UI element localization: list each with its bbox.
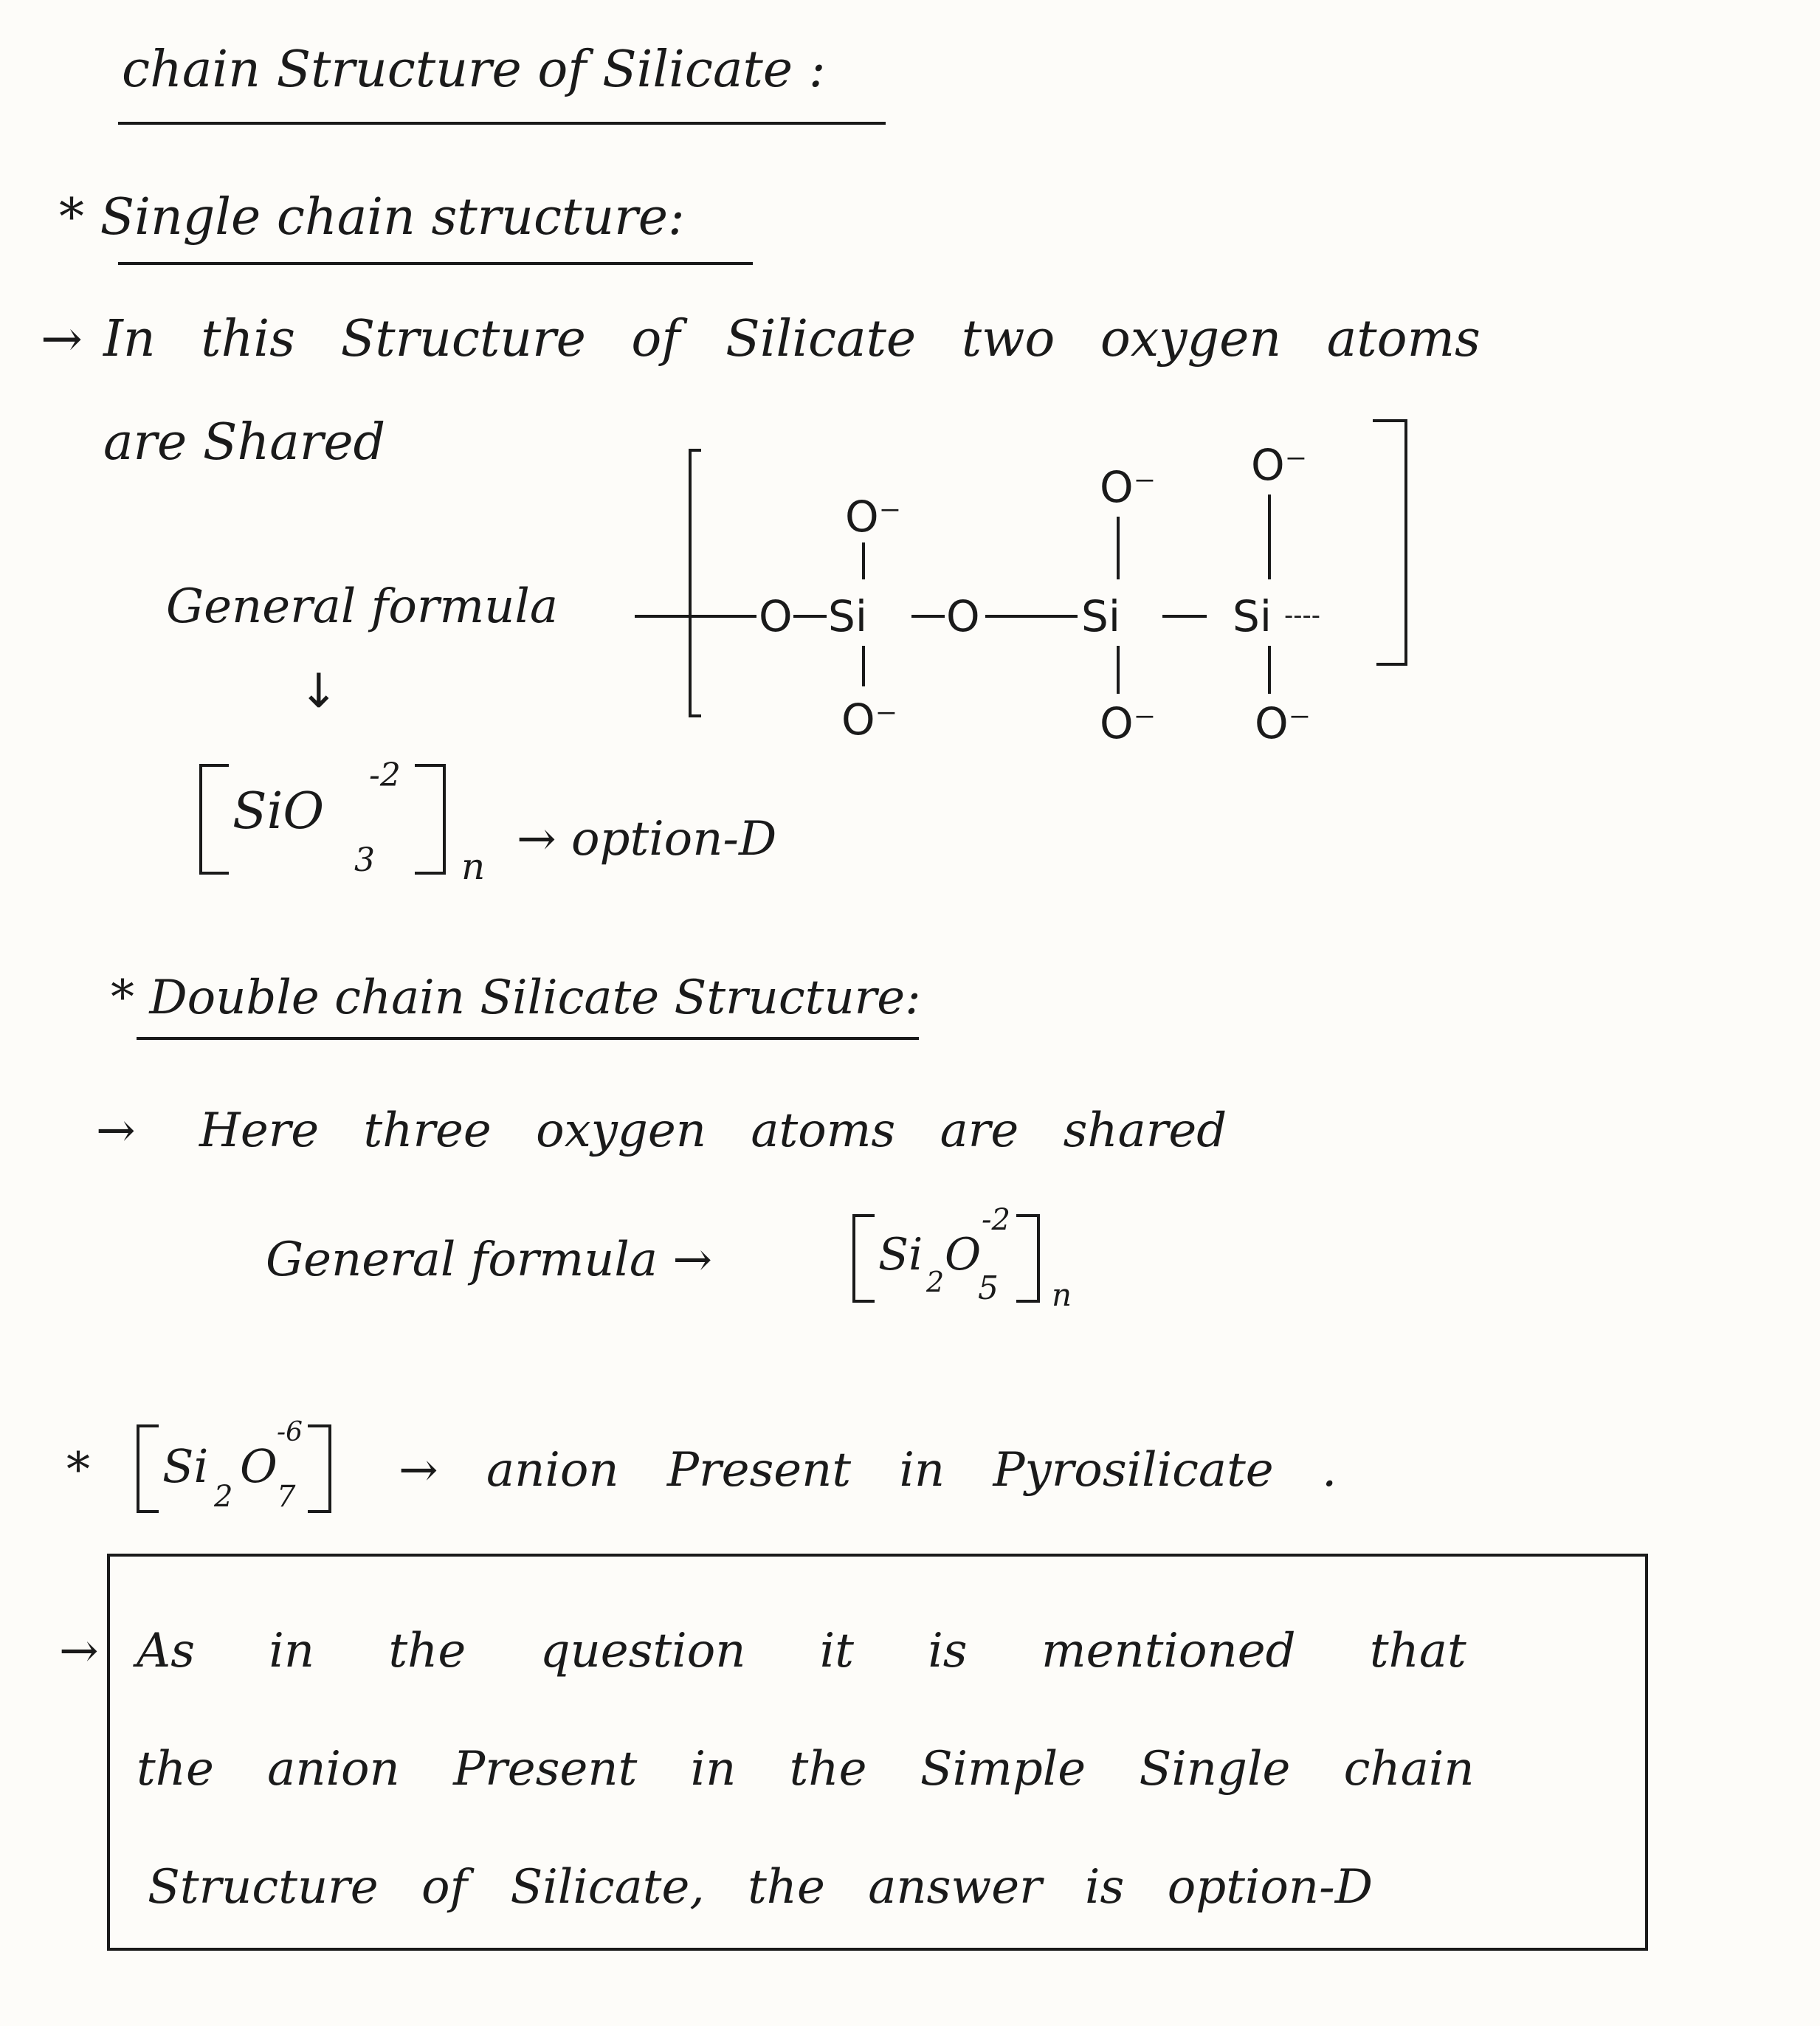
structure-left-bracket: [690, 450, 701, 716]
single-chain-heading-underline: [118, 262, 753, 265]
double-formula-o: O: [945, 1229, 982, 1281]
structure-atom-o-bottom1: O⁻: [841, 695, 898, 745]
structure-atom-o-top1: O⁻: [845, 492, 902, 542]
double-chain-line1-arrow: →: [96, 1103, 136, 1158]
double-chain-line1: Here three oxygen atoms are shared: [199, 1103, 1227, 1158]
single-formula-n: n: [461, 845, 486, 888]
structure-atom-o2: O: [946, 591, 980, 641]
double-general-formula-label: General formula →: [266, 1233, 712, 1287]
single-chain-structure-diagram: [620, 399, 1506, 782]
single-general-formula-label: General formula: [166, 579, 558, 634]
single-chain-line1: In this Structure of Silicate two oxygen atoms: [103, 310, 1481, 368]
structure-atom-si2: Si: [1081, 591, 1120, 641]
answer-line1: As in the question it is mentioned that: [137, 1624, 1466, 1678]
structure-atom-o-bottom2: O⁻: [1100, 698, 1157, 748]
double-formula-o-sub: 5: [978, 1269, 999, 1307]
double-chain-heading: * Double chain Silicate Structure:: [111, 971, 921, 1025]
down-arrow-icon: ↓: [299, 664, 339, 719]
single-chain-line1-arrow: →: [41, 310, 83, 368]
pyro-formula: [137, 1417, 373, 1531]
pyro-formula-o-sub: 7: [277, 1480, 296, 1514]
single-option-text: → option-D: [517, 812, 777, 866]
pyro-formula-o: O: [240, 1439, 278, 1493]
structure-atom-o-bottom3: O⁻: [1255, 698, 1311, 748]
structure-atom-o1: O: [759, 591, 793, 641]
double-formula-si-sub: 2: [926, 1266, 945, 1298]
pyro-star: *: [66, 1443, 90, 1498]
title-underline: [118, 122, 886, 125]
single-chain-line2: are Shared: [103, 413, 386, 472]
pyro-formula-si-sub: 2: [214, 1480, 233, 1514]
double-formula-n: n: [1052, 1277, 1072, 1313]
pyro-formula-si: Si: [162, 1439, 209, 1493]
pyro-formula-charge: -6: [277, 1417, 303, 1447]
single-formula-charge: -2: [369, 757, 401, 794]
structure-atom-si1: Si: [828, 591, 867, 641]
double-formula-si: Si: [878, 1229, 923, 1281]
single-chain-heading: * Single chain structure:: [59, 188, 685, 247]
structure-atom-o-top2: O⁻: [1100, 462, 1157, 512]
structure-right-bracket: [1373, 421, 1406, 664]
answer-line2: the anion Present in the Simple Single chain: [137, 1742, 1475, 1796]
structure-dots: ----: [1284, 601, 1321, 630]
double-chain-formula: [852, 1203, 1103, 1321]
answer-arrow: →: [59, 1624, 99, 1678]
pyro-text: → anion Present in Pyrosilicate .: [399, 1443, 1337, 1498]
page-title: chain Structure of Silicate :: [122, 41, 826, 99]
double-chain-heading-underline: [137, 1037, 919, 1040]
single-formula-sub: 3: [354, 841, 375, 879]
single-formula-base: SiO: [232, 782, 325, 841]
structure-atom-si3: Si: [1233, 591, 1272, 641]
double-formula-charge: -2: [982, 1203, 1010, 1237]
answer-line3: Structure of Silicate, the answer is option-D: [148, 1860, 1373, 1915]
structure-atom-o-top3: O⁻: [1251, 440, 1308, 490]
single-chain-formula: [199, 757, 509, 889]
